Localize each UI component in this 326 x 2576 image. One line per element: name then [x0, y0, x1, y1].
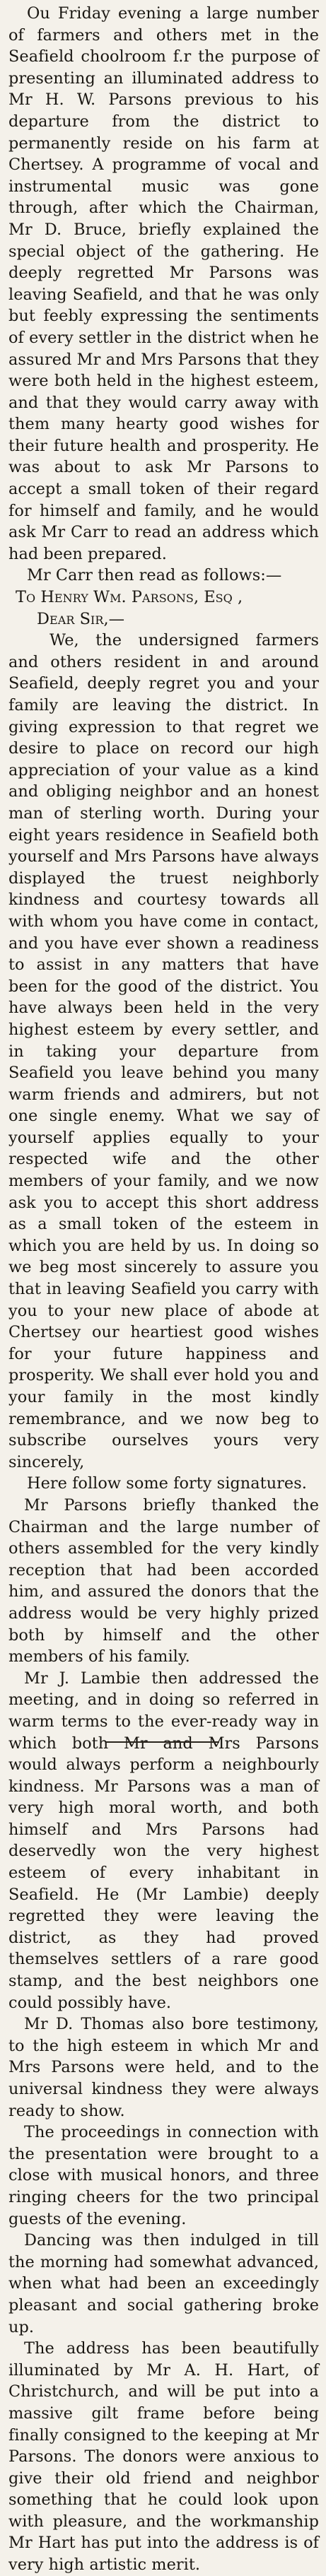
- address-salutation: Dear Sir,—: [37, 609, 125, 628]
- paragraph-opening: Ou Friday evening a large number of farmers and others met in the Seafield choolroom f.r the purpose of presenting an illuminated address to Mr H. W. Parsons previous to his departure from the district to permanently reside on his farm at Chertsey. A programme of vocal and instrumental music was gone through, after which the Chairman, Mr D. Bruce, briefly explained the special object of the gathering. He deeply regretted Mr Parsons was leaving Seafield, and that he was only but feebly expressing the sentiments of every settler in the district when he assured Mr and Mrs Parsons that they were both held in the highest esteem, and that they would carry away with them many hearty good wishes for their future health and prosperity. He was about to ask Mr Parsons to accept a small token of their regard for himself and family, and he would ask Mr Carr to read an address which had been prepared.: [8, 4, 319, 563]
- paragraph-parsons-reply: Mr Parsons briefly thanked the Chairman and the large number of others assembled for the very kindly reception that had been accorded him, and assured the donors that the address would be very highly prized both by himself and the other members of his family.: [8, 1495, 319, 1666]
- address-body: We, the undersigned farmers and others resident in and around Seafield, deeply regret you and your family are leaving the district. In giving expression to that regret we desire to place on record our high appreciation of your value as a kind and obliging neighbor and an honest man of sterling worth. During your eight years residence in Seafield both yourself and Mrs Parsons have always displayed the truest neighborly kindness and courtesy towards all with whom you have come in contact, and you have ever shown a readiness to assist in any matters that have been for the good of the district. You have always been held in the very highest esteem by every settler, and in taking your departure from Seafield you leave behind you many warm friends and admirers, but not one single enemy. What we say of yourself applies equally to your respected wife and the other members of your family, and we now ask you to accept this short address as a small token of the esteem in which you are held by us. In doing so we beg most sincerely to assure you that in leaving Seafield you carry with you to your new place of abode at Chertsey our heartiest good wishes for your future happiness and prosperity. We shall ever hold you and your family in the most kindly remembrance, and we now beg to subscribe ourselves yours very sincerely,: [8, 631, 319, 1471]
- paragraph-thomas-testimony: Mr D. Thomas also bore testimony, to the high esteem in which Mr and Mrs Parsons were held, and to the universal kindness they were always ready to show.: [8, 2015, 319, 2120]
- paragraph-lambie-speech: Mr J. Lambie then addressed the meeting, and in doing so referred in warm terms to the ever-ready way in which both Mr and Mrs Parsons would always perform a neighbourly kindness. Mr Parsons was a man of very high moral worth, and both himself and Mrs Parsons had deservedly won the very highest esteem of every inhabitant in Seafield. He (Mr Lambie) deeply regretted they were leaving the district, as they had proved themselves settlers of a rare good stamp, and the best neighbors one could possibly have.: [8, 1669, 319, 2012]
- paragraph-illumination-note: The address has been beautifully illuminated by Mr A. H. Hart, of Christchurch, and will be put into a massive gilt frame before being finally consigned to the keeping at Mr Parsons. The donors were anxious to give their old friend and neighbor something that he could look upon with pleasure, and the workmanship Mr Hart has put into the address is of very high artistic merit.: [8, 2339, 319, 2575]
- paragraph-signatures: Here follow some forty signatures.: [27, 1474, 307, 1493]
- article-end-rule: [106, 1741, 219, 1743]
- paragraph-proceedings-close: The proceedings in connection with the presentation were brought to a close with musical honors, and three ringing cheers for the two principal guests of the evening.: [8, 2123, 319, 2228]
- paragraph-carr-reads: Mr Carr then read as follows:—: [27, 566, 282, 585]
- paragraph-dancing: Dancing was then indulged in till the morning had somewhat advanced, when what had been an exceedingly pleasant and social gathering broke up.: [8, 2231, 319, 2336]
- address-recipient-line: To Henry Wm. Parsons, Esq ,: [16, 588, 243, 607]
